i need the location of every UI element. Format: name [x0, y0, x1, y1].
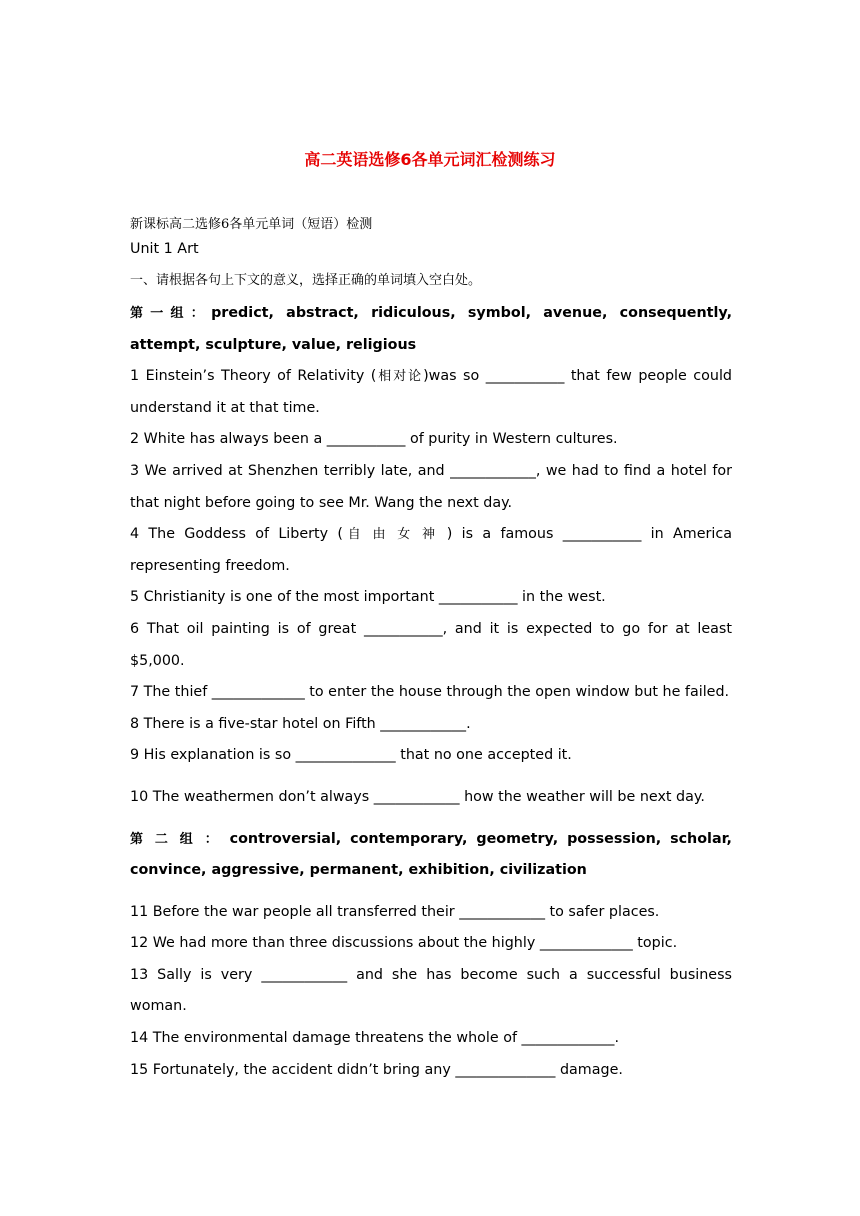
- question-1-chinese-note: 相对论: [376, 369, 424, 385]
- question-4-chinese-note: 自由女神: [342, 527, 447, 543]
- question-1-text-start: 1 Einstein’s Theory of Relativity (: [130, 368, 377, 385]
- question-4-text-end: ) is a famous ___________ in America representing freedom.: [130, 526, 732, 574]
- document-body: [130, 214, 732, 1086]
- group-1-prefix: 第一组：: [130, 306, 212, 321]
- question-4: [130, 519, 732, 582]
- word-group-2: [130, 824, 732, 887]
- group-2-words: controversial, contemporary, geometry, possession, scholar, convince, aggressive, permanent, exhibition, civilization: [130, 830, 732, 879]
- question-15: 15 Fortunately, the accident didn’t bring any ______________ damage.: [130, 1061, 623, 1078]
- question-12: 12 We had more than three discussions about the highly _____________ topic.: [130, 935, 678, 952]
- question-14: 14 The environmental damage threatens the whole of _____________.: [130, 1030, 620, 1047]
- question-11: 11 Before the war people all transferred their ____________ to safer places.: [130, 903, 660, 920]
- group-1-words: predict, abstract, ridiculous, symbol, avenue, consequently, attempt, sculpture, value, religious: [130, 305, 732, 353]
- question-8: 8 There is a five-star hotel on Fifth ____________.: [130, 715, 471, 732]
- question-9: 9 His explanation is so ______________ that no one accepted it.: [130, 747, 572, 764]
- instruction: 一、请根据各句上下文的意义，选择正确的单词填入空白处。: [130, 273, 482, 288]
- question-13: 13 Sally is very ____________ and she has become such a successful business woman.: [130, 966, 732, 1015]
- question-1: [130, 361, 732, 424]
- question-4-text-start: 4 The Goddess of Liberty (: [130, 526, 343, 543]
- subtitle: 新课标高二选修6各单元单词（短语）检测: [130, 217, 373, 232]
- word-group-1: [130, 298, 732, 361]
- unit-heading: Unit 1 Art: [130, 241, 199, 257]
- question-2: 2 White has always been a ___________ of purity in Western cultures.: [130, 431, 618, 448]
- group-2-prefix: 第二组：: [130, 831, 230, 847]
- question-7: 7 The thief _____________ to enter the house through the open window but he failed.: [130, 684, 730, 701]
- question-6: 6 That oil painting is of great ___________, and it is expected to go for at least $5,000.: [130, 620, 732, 669]
- question-1-text-end: )was so ___________ that few people could understand it at that time.: [130, 368, 732, 416]
- question-3: 3 We arrived at Shenzhen terribly late, and ____________, we had to find a hotel for that night before going to see Mr. Wang the next day.: [130, 462, 732, 511]
- page-title: 高二英语选修6各单元词汇检测练习: [304, 150, 556, 169]
- question-5: 5 Christianity is one of the most important ___________ in the west.: [130, 589, 606, 606]
- question-10: 10 The weathermen don’t always ____________ how the weather will be next day.: [130, 788, 705, 805]
